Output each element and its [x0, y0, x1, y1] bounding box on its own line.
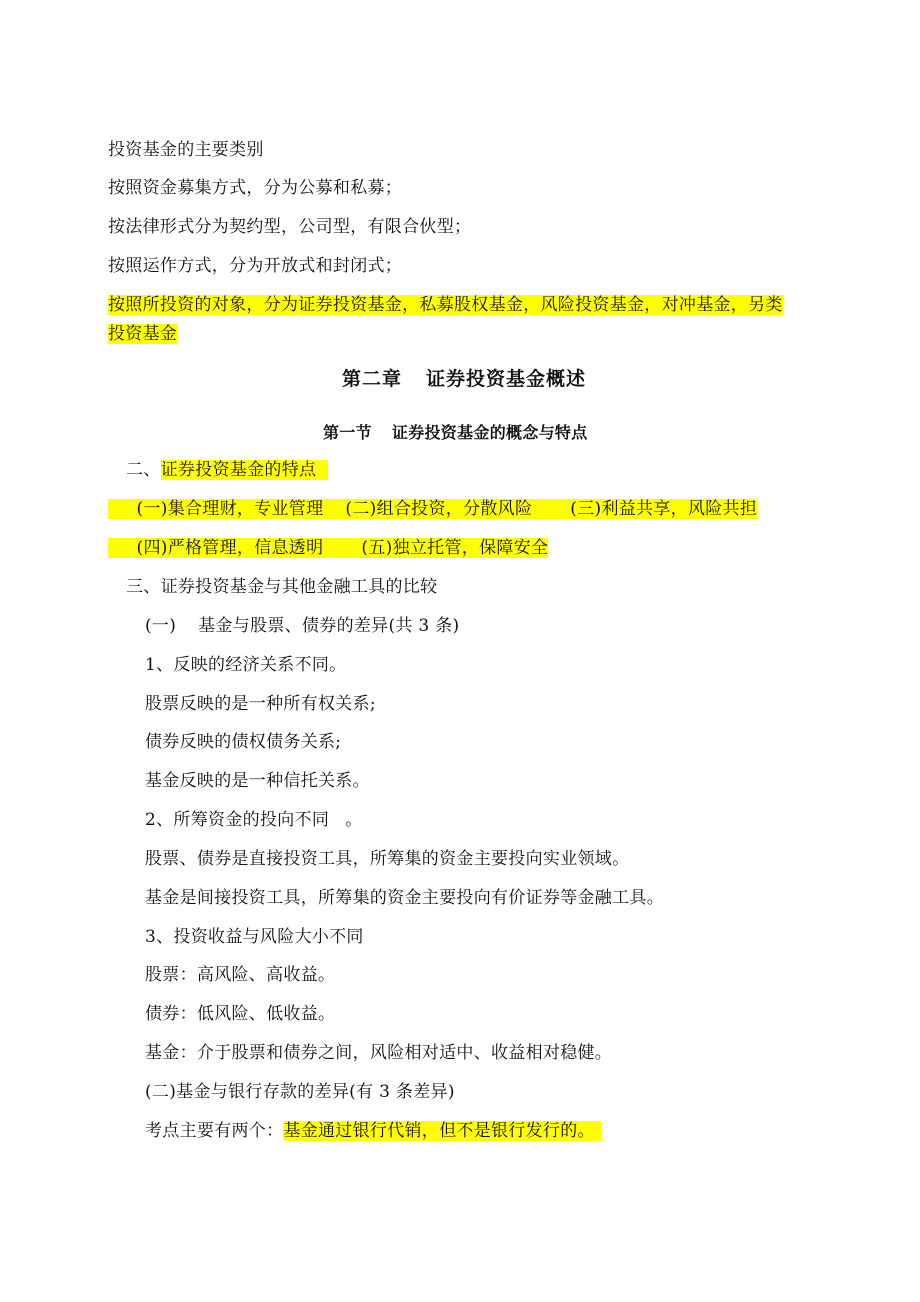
- comparison-sub1: [145, 614, 459, 638]
- section-title: 证券投资基金的概念与特点: [391, 423, 588, 442]
- intro-title: 投资基金的主要类别: [108, 140, 264, 160]
- intro-line-investment-object: [108, 293, 783, 317]
- point-2-title: [145, 808, 362, 832]
- exam-note: [145, 1119, 601, 1143]
- exam-note-prefix: 考点主要有两个：: [145, 1121, 284, 1141]
- intro-line-operation: 按照运作方式，分为开放式和封闭式；: [108, 256, 403, 276]
- features-heading-text: 证券投资基金的特点: [160, 460, 317, 480]
- point-3-fund: 基金：介于股票和债券之间，风险相对适中、收益相对稳健。: [145, 1043, 613, 1063]
- point-1-bond: 债券反映的债权债务关系;: [145, 732, 342, 752]
- section-heading: [323, 421, 588, 445]
- intro-line-legal-form: 按法律形式分为契约型，公司型，有限合伙型；: [108, 217, 472, 237]
- highlighted-text: 投资基金: [108, 324, 178, 344]
- feature-item-1: (一)集合理财，专业管理: [136, 499, 324, 519]
- point-1-fund: 基金反映的是一种信托关系。: [145, 771, 370, 791]
- point-2-fund: 基金是间接投资工具，所筹集的资金主要投向有价证券等金融工具。: [145, 888, 664, 908]
- feature-item-3: (三)利益共享，风险共担: [570, 499, 758, 519]
- comparison-sub2: (二)基金与银行存款的差异(有 3 条差异): [145, 1082, 455, 1102]
- highlighted-text: [161, 460, 328, 480]
- chapter-number: 第二章: [342, 368, 403, 390]
- highlighted-text: [108, 538, 548, 558]
- feature-item-5: (五)独立托管，保障安全: [361, 538, 549, 558]
- features-heading: [126, 458, 328, 482]
- section-number: 第一节: [323, 423, 372, 442]
- chapter-title: 证券投资基金概述: [426, 368, 587, 390]
- point-3-stock: 股票：高风险、高收益。: [145, 965, 336, 985]
- feature-item-2: (二)组合投资，分散风险: [345, 499, 533, 519]
- comparison-heading: 三、证券投资基金与其他金融工具的比较: [126, 577, 438, 597]
- feature-item-4: (四)严格管理，信息透明: [136, 538, 324, 558]
- exam-note-highlight: 基金通过银行代销，但不是银行发行的。: [283, 1121, 595, 1141]
- highlighted-text: [108, 499, 757, 519]
- sub1-text: 基金与股票、债券的差异(共 3 条): [198, 616, 460, 636]
- highlighted-text: 按照所投资的对象，分为证券投资基金，私募股权基金，风险投资基金，对冲基金，另类: [108, 295, 783, 315]
- intro-line-fundraising: 按照资金募集方式，分为公募和私募；: [108, 178, 403, 198]
- intro-line-investment-object-cont: [108, 322, 177, 346]
- point-2-text: 2、所筹资金的投向不同: [145, 810, 330, 830]
- sub1-label: (一): [145, 616, 177, 636]
- point-1-title: 1、反映的经济关系不同。: [145, 655, 347, 675]
- point-1-stock: 股票反映的是一种所有权关系;: [145, 694, 376, 714]
- features-row-2: [108, 536, 548, 560]
- features-prefix: 二、: [126, 460, 161, 480]
- chapter-heading: [342, 367, 586, 391]
- point-3-title: 3、投资收益与风险大小不同: [145, 927, 364, 947]
- features-row-1: [108, 497, 757, 521]
- point-2-stock-bond: 股票、债券是直接投资工具，所筹集的资金主要投向实业领域。: [145, 849, 630, 869]
- point-2-period: 。: [345, 810, 363, 830]
- highlighted-text: [283, 1121, 600, 1141]
- point-3-bond: 债券：低风险、低收益。: [145, 1004, 336, 1024]
